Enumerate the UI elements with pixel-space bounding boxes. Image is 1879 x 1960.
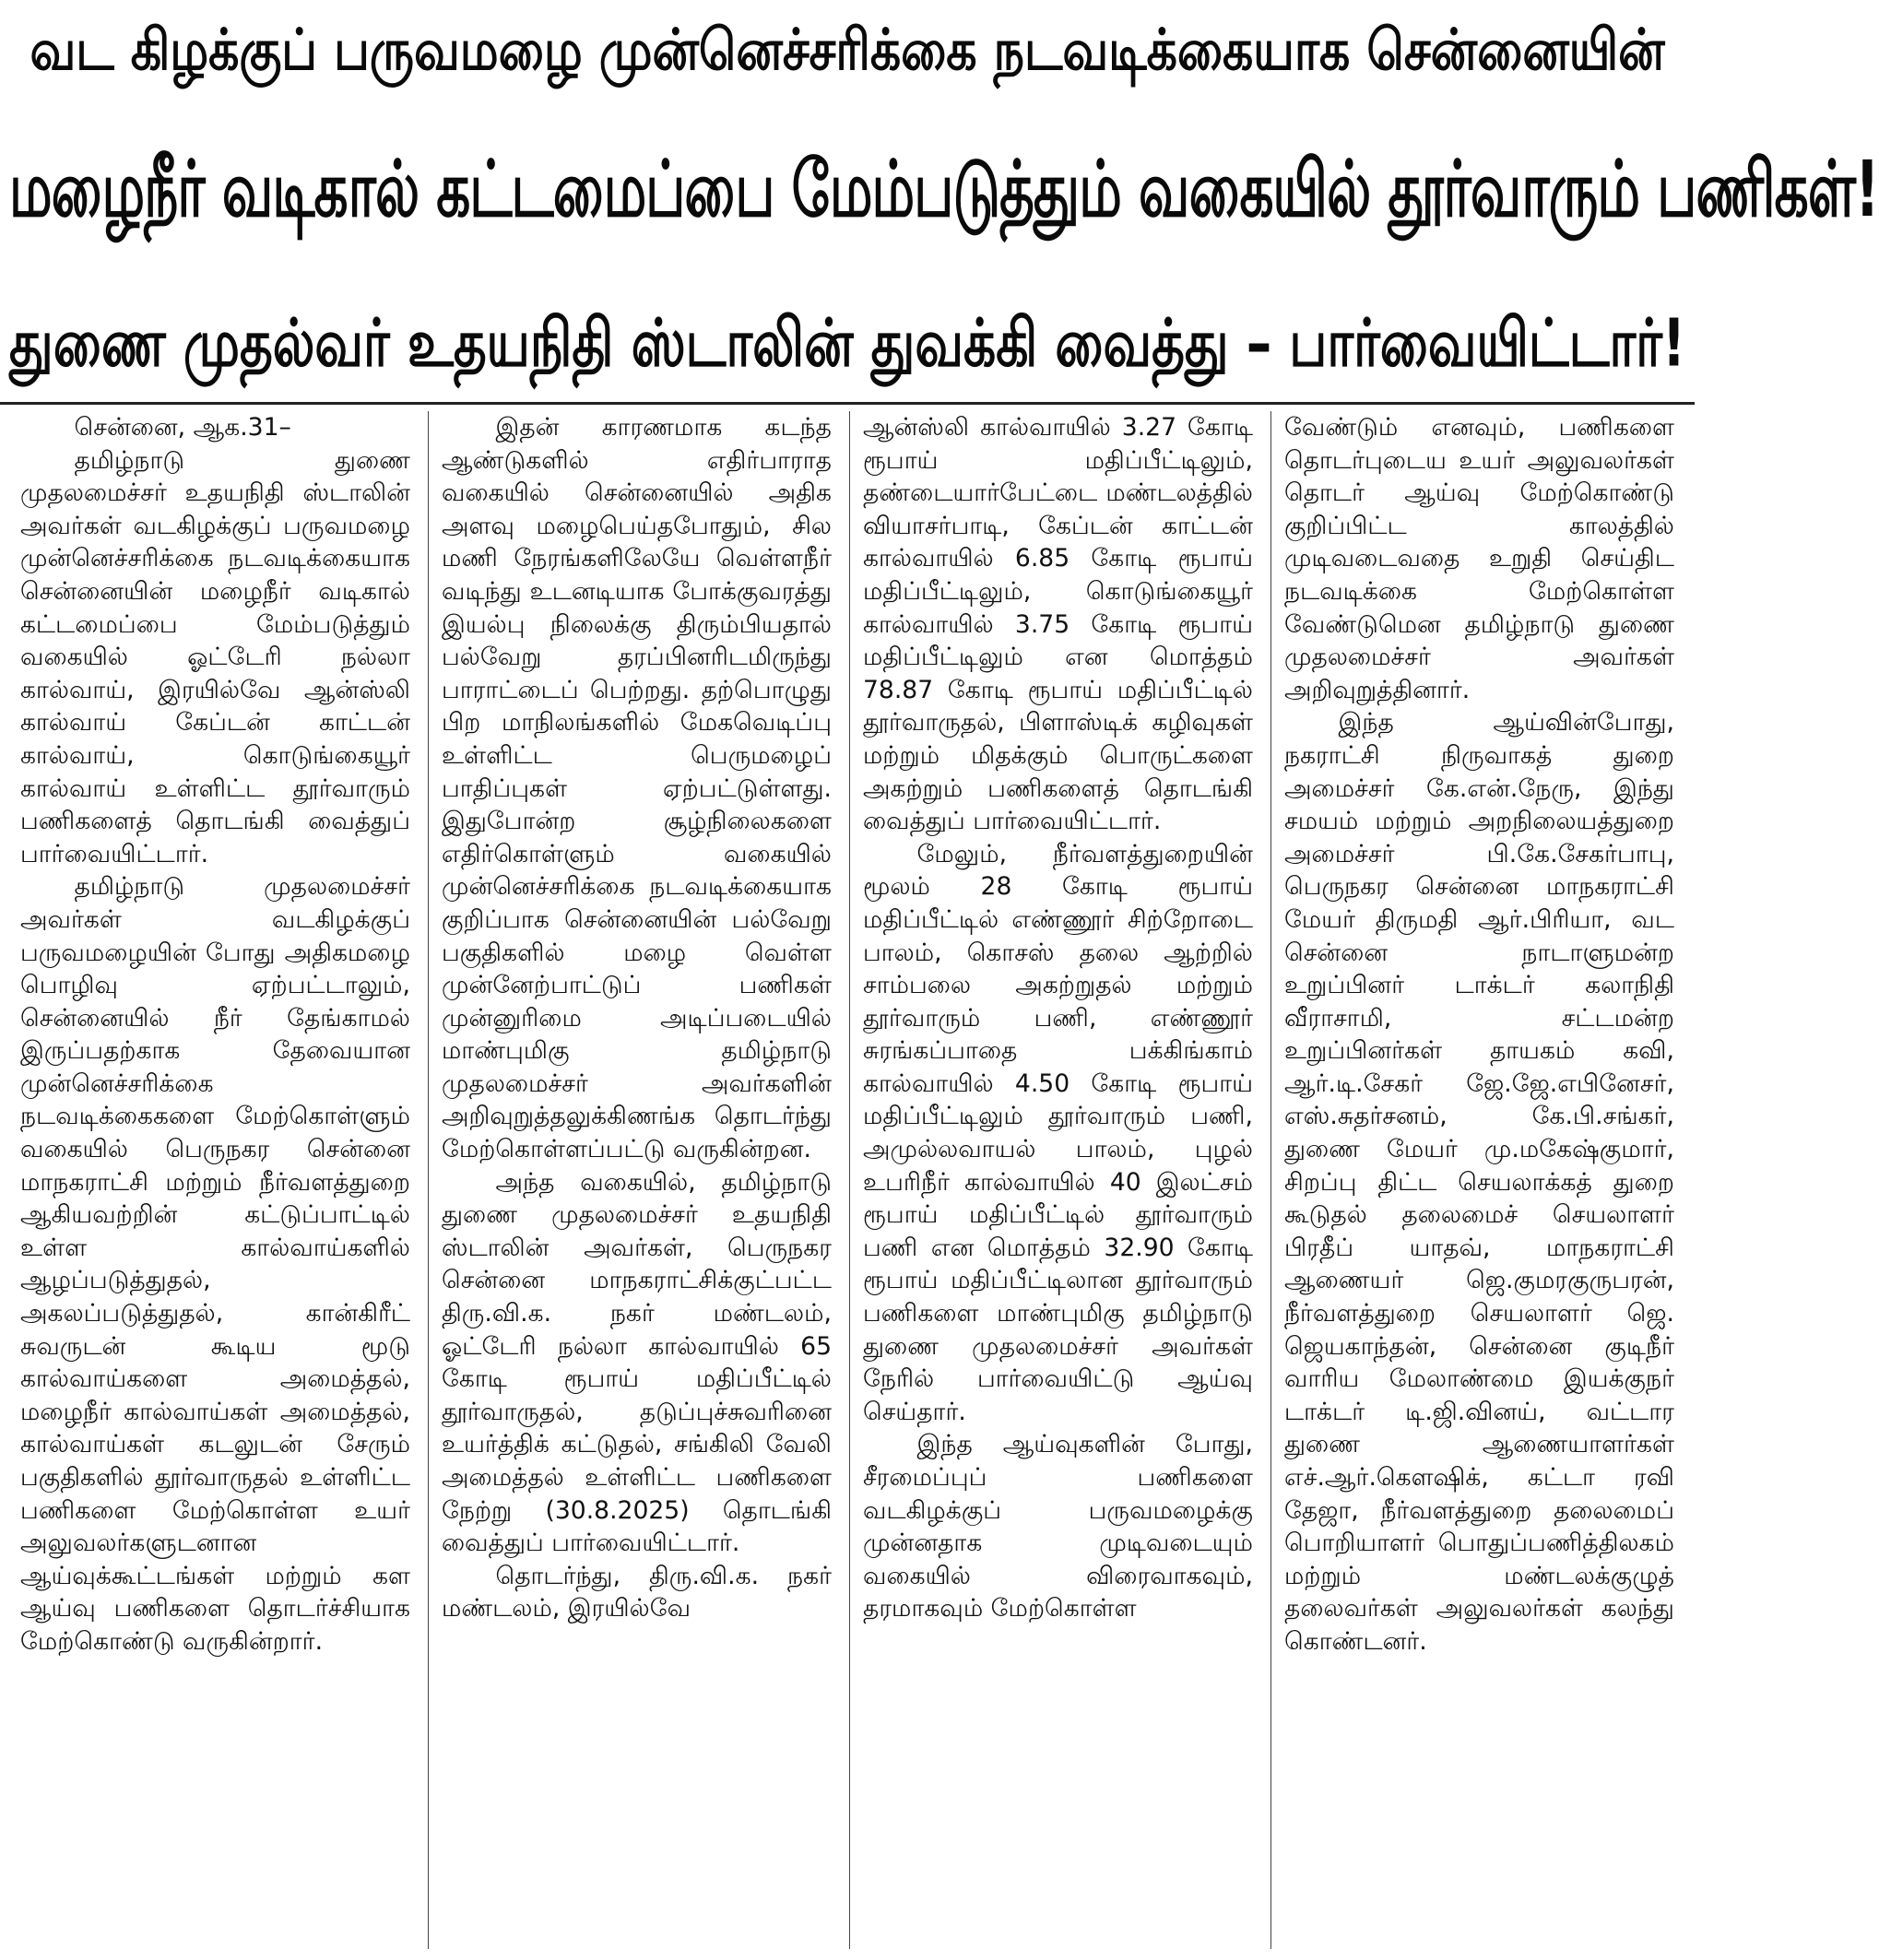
paragraph: தமிழ்நாடு முதலமைச்சர் அவர்கள் வடகிழக்குப் பருவமழையின் போது அதிகமழை பொழிவு ஏற்பட்டாலும், சென்னையில் நீர் தேங்காமல் இருப்பதற்காக தேவையான முன்னெச்சரிக்கை நடவடிக்கைகளை மேற்கொள்ளும் வகையில் பெருநகர சென்னை மாநகராட்சி மற்றும் நீர்வளத்துறை ஆகியவற்றின் கட்டுப்பாட்டில் உள்ள கால்வாய்களில் ஆழப்படுத்துதல், அகலப்படுத்துதல், கான்கிரீட் சுவருடன் கூடிய மூடு கால்வாய்களை அமைத்தல், மழைநீர் கால்வாய்கள் அமைத்தல், கால்வாய்கள் கடலுடன் சேரும் பகுதிகளில் தூர்வாருதல் உள்ளிட்ட பணிகளை மேற்கொள்ள உயர் அலுவலர்களுடனான ஆய்வுக்கூட்டங்கள் மற்றும் கள ஆய்வு பணிகளை தொடர்ச்சியாக மேற்கொண்டு வருகின்றார்.	[20, 872, 410, 1656]
paragraph: ஆன்ஸ்லி கால்வாயில் 3.27 கோடி ரூபாய் மதிப்பீட்டிலும், தண்டையார்பேட்டை மண்டலத்தில் வியாசர்பாடி, கேப்டன் காட்டன் கால்வாயில் 6.85 கோடி ரூபாய் மதிப்பீட்டிலும், கொடுங்கையூர் கால்வாயில் 3.75 கோடி ரூபாய் மதிப்பீட்டிலும் என மொத்தம் 78.87 கோடி ரூபாய் மதிப்பீட்டில் தூர்வாருதல், பிளாஸ்டிக் கழிவுகள் மற்றும் மிதக்கும் பொருட்களை அகற்றும் பணிகளைத் தொடங்கி வைத்துப் பார்வையிட்டார்.	[863, 413, 1253, 836]
paragraph: மேலும், நீர்வளத்துறையின் மூலம் 28 கோடி ரூபாய் மதிப்பீட்டில் எண்ணூர் சிற்றோடை பாலம், கொசஸ் தலை ஆற்றில் சாம்பலை அகற்றுதல் மற்றும் தூர்வாரும் பணி, எண்ணூர் சுரங்கப்பாதை பக்கிங்காம் கால்வாயில் 4.50 கோடி ரூபாய் மதிப்பீட்டிலும் தூர்வாரும் பணி, அமுல்லவாயல் பாலம், புழல் உபரிநீர் கால்வாயில் 40 இலட்சம் ரூபாய் மதிப்பீட்டில் தூர்வாரும் பணி என மொத்தம் 32.90 கோடி ரூபாய் மதிப்பீட்டிலான தூர்வாரும் பணிகளை மாண்புமிகு தமிழ்நாடு துணை முதலமைச்சர் அவர்கள் நேரில் பார்வையிட்டு ஆய்வு செய்தார்.	[863, 839, 1253, 1426]
headline-line-1: வட கிழக்குப் பருவமழை முன்னெச்சரிக்கை நடவடிக்கையாக சென்னையின்	[30, 18, 1665, 84]
paragraph: வேண்டும் எனவும், பணிகளை தொடர்புடைய உயர் அலுவலர்கள் தொடர் ஆய்வு மேற்கொண்டு குறிப்பிட்ட காலத்தில் முடிவடைவதை உறுதி செய்திட நடவடிக்கை மேற்கொள்ள வேண்டுமென தமிழ்நாடு துணை முதலமைச்சர் அவர்கள் அறிவுறுத்தினார்.	[1284, 413, 1674, 704]
paragraph: இந்த ஆய்வின்போது, நகராட்சி நிருவாகத் துறை அமைச்சர் கே.என்.நேரு, இந்து சமயம் மற்றும் அறநிலையத்துறை அமைச்சர் பி.கே.சேகர்பாபு, பெருநகர சென்னை மாநகராட்சி மேயர் திருமதி ஆர்.பிரியா, வட சென்னை நாடாளுமன்ற உறுப்பினர் டாக்டர் கலாநிதி வீராசாமி, சட்டமன்ற உறுப்பினர்கள் தாயகம் கவி, ஆர்.டி.சேகர் ஜே.ஜே.எபினேசர், எஸ்.சுதர்சனம், கே.பி.சங்கர், துணை மேயர் மு.மகேஷ்குமார், சிறப்பு திட்ட செயலாக்கத் துறை கூடுதல் தலைமைச் செயலாளர் பிரதீப் யாதவ், மாநகராட்சி ஆணையர் ஜெ.குமரகுருபரன், நீர்வளத்துறை செயலாளர் ஜெ. ஜெயகாந்தன், சென்னை குடிநீர் வாரிய மேலாண்மை இயக்குநர் டாக்டர் டி.ஜி.வினய், வட்டார துணை ஆணையாளர்கள் எச்.ஆர்.கௌஷிக், கட்டா ரவி தேஜா, நீர்வளத்துறை தலைமைப் பொறியாளர் பொதுப்பணித்திலகம் மற்றும் மண்டலக்குழுத் தலைவர்கள் அலுவலர்கள் கலந்து கொண்டனர்.	[1284, 708, 1674, 1656]
headline-divider	[0, 402, 1695, 405]
article-column-1	[20, 411, 416, 1949]
paragraph: தொடர்ந்து, திரு.வி.க. நகர் மண்டலம், இரயில்வே	[442, 1561, 832, 1623]
dateline: சென்னை, ஆக.31–	[74, 413, 291, 442]
paragraph: அந்த வகையில், தமிழ்நாடு துணை முதலமைச்சர் உதயநிதி ஸ்டாலின் அவர்கள், பெருநகர சென்னை மாநகராட்சிக்குட்பட்ட திரு.வி.க. நகர் மண்டலம், ஓட்டேரி நல்லா கால்வாயில் 65 கோடி ரூபாய் மதிப்பீட்டில் தூர்வாருதல், தடுப்புச்சுவரினை உயர்த்திக் கட்டுதல், சங்கிலி வேலி அமைத்தல் உள்ளிட்ட பணிகளை நேற்று (30.8.2025) தொடங்கி வைத்துப் பார்வையிட்டார்.	[442, 1167, 832, 1558]
article-column-3	[863, 411, 1259, 1949]
article-body	[20, 411, 1680, 1949]
paragraph: இதன் காரணமாக கடந்த ஆண்டுகளில் எதிர்பாராத வகையில் சென்னையில் அதிக அளவு மழைபெய்தபோதும், சில மணி நேரங்களிலேயே வெள்ளநீர் வடிந்து உடனடியாக போக்குவரத்து இயல்பு நிலைக்கு திரும்பியதால் பல்வேறு தரப்பினரிடமிருந்து பாராட்டைப் பெற்றது. தற்பொழுது பிற மாநிலங்களில் மேகவெடிப்பு உள்ளிட்ட பெருமழைப் பாதிப்புகள் ஏற்பட்டுள்ளது. இதுபோன்ற சூழ்நிலைகளை எதிர்கொள்ளும் வகையில் முன்னெச்சரிக்கை நடவடிக்கையாக குறிப்பாக சென்னையின் பல்வேறு பகுதிகளில் மழை வெள்ள முன்னேற்பாட்டுப் பணிகள் முன்னுரிமை அடிப்படையில் மாண்புமிகு தமிழ்நாடு முதலமைச்சர் அவர்களின் அறிவுறுத்தலுக்கிணங்க தொடர்ந்து மேற்கொள்ளப்பட்டு வருகின்றன.	[442, 413, 832, 1164]
article-column-4	[1284, 411, 1680, 1949]
headline-line-2: மழைநீர் வடிகால் கட்டமைப்பை மேம்படுத்தும் வகையில் தூர்வாரும் பணிகள்!	[9, 143, 1879, 235]
headline-line-3: துணை முதல்வர் உதயநிதி ஸ்டாலின் துவக்கி வைத்து – பார்வையிட்டார்!	[9, 304, 1686, 382]
paragraph: இந்த ஆய்வுகளின் போது, சீரமைப்புப் பணிகளை வடகிழக்குப் பருவமழைக்கு முன்னதாக முடிவடையும் வகையில் விரைவாகவும், தரமாகவும் மேற்கொள்ள	[863, 1430, 1253, 1623]
article-column-2	[442, 411, 837, 1949]
paragraph: தமிழ்நாடு துணை முதலமைச்சர் உதயநிதி ஸ்டாலின் அவர்கள் வடகிழக்குப் பருவமழை முன்னெச்சரிக்கை நடவடிக்கையாக சென்னையின் மழைநீர் வடிகால் கட்டமைப்பை மேம்படுத்தும் வகையில் ஓட்டேரி நல்லா கால்வாய், இரயில்வே ஆன்ஸ்லி கால்வாய் கேப்டன் காட்டன் கால்வாய், கொடுங்கையூர் கால்வாய் உள்ளிட்ட தூர்வாரும் பணிகளைத் தொடங்கி வைத்துப் பார்வையிட்டார்.	[20, 445, 410, 868]
